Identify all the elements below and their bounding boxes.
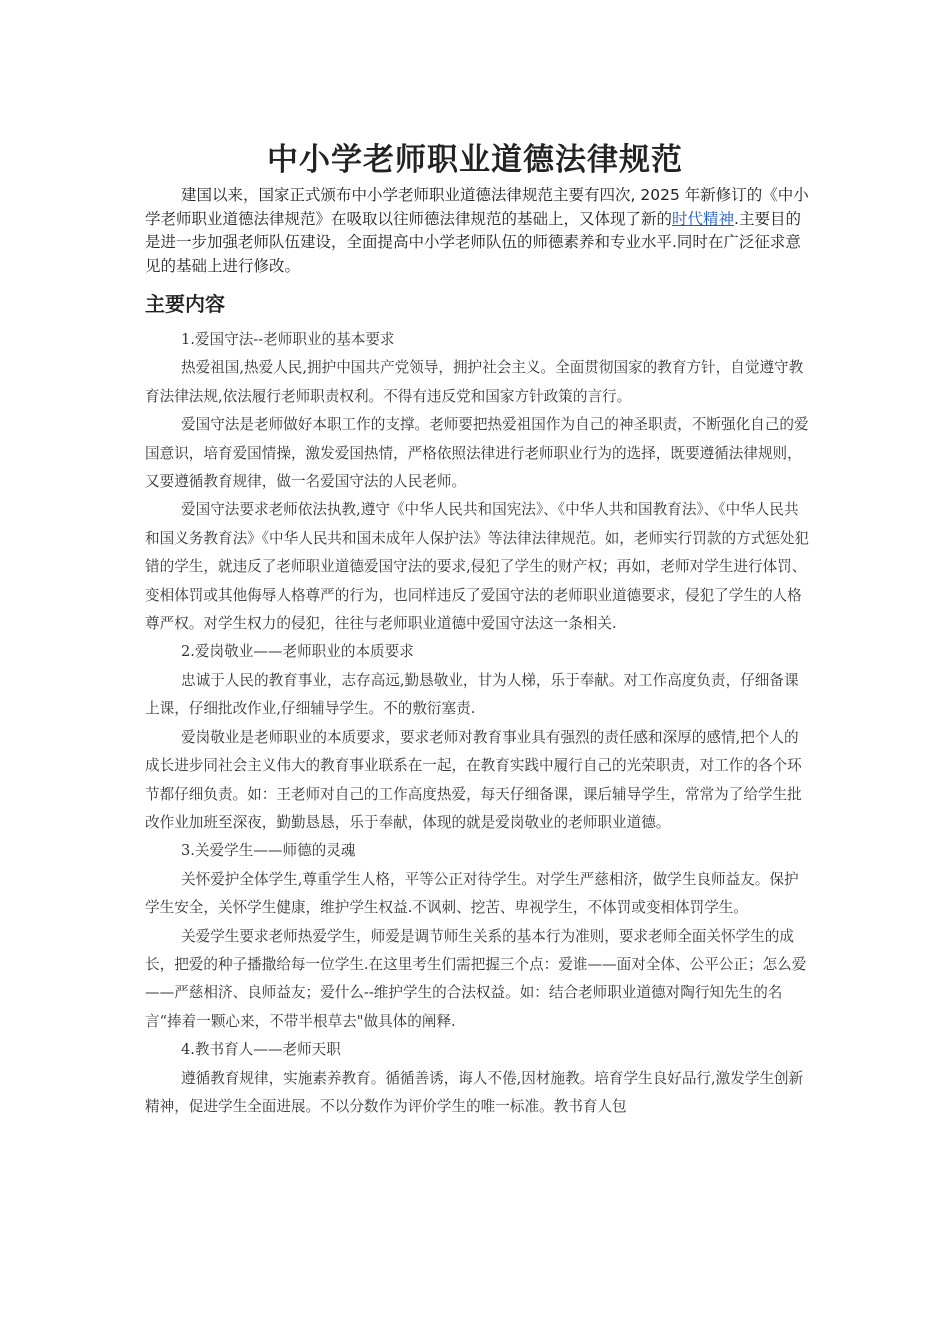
section-heading-1: 1.爱国守法--老师职业的基本要求 (181, 331, 395, 348)
document-title: 中小学老师职业道德法律规范 (267, 142, 683, 178)
section-heading-2: 2.爱岗敬业——老师职业的本质要求 (181, 643, 414, 661)
body-paragraph: 忠诚于人民的教育事业，志存高远,勤恳敬业，甘为人梯，乐于奉献。对工作高度负责，仔细备课上课，仔细批改作业,仔细辅导学生。不的敷衍塞责. (145, 671, 799, 718)
body-paragraph: 爱国守法要求老师依法执教,遵守《中华人民共和国宪法》、《中华人共和国教育法》、《中华人民共和国义务教育法》《中华人民共和国未成年人保护法》等法律法律规范。如，老师实行罚款的方式惩处犯错的学生，就违反了老师职业道德爱国守法的要求,侵犯了学生的财产权；再如，老师对学生进行体罚、变相体罚或其他侮辱人格尊严的行为，也同样违反了爱国守法的老师职业道德要求，侵犯了学生的人格尊严权。对学生权力的侵犯，往往与老师职业道德中爱国守法这一条相关. (145, 501, 810, 633)
body-paragraph: 关怀爱护全体学生,尊重学生人格，平等公正对待学生。对学生严慈相济，做学生良师益友。保护学生安全，关怀学生健康，维护学生权益.不讽刺、挖苦、卑视学生，不体罚或变相体罚学生。 (145, 870, 799, 917)
body-paragraph: 关爱学生要求老师热爱学生，师爱是调节师生关系的基本行为准则，要求老师全面关怀学生的成长，把爱的种子播撒给每一位学生.在这里考生们需把握三个点：爱谁——面对全体、公平公正；怎么爱——严慈相济、良师益友；爱什么--维护学生的合法权益。如：结合老师职业道德对陶行知先生的名言“捧着一颗心来，不带半根草去"做具体的阐释. (145, 927, 807, 1030)
intro-text-start: 建国以来，国家正式颁布中小学老师职业道德法律规范主要有四次, 2025 年新修订的《中小学老师职业道德法律规范》在吸取以往师德法律规范的基础上，又体现了新的 (145, 186, 809, 228)
intro-text-end: .主要目的是进一步加强老师队伍建设，全面提高中小学老师队伍的师德素养和专业水平.同时在广泛征求意见的基础上进行修改。 (145, 209, 801, 275)
era-spirit-link[interactable]: 时代精神 (672, 209, 735, 228)
body-paragraph: 遵循教育规律，实施素养教育。循循善诱，诲人不倦,因材施教。培育学生良好品行,激发学生创新精神，促进学生全面进展。不以分数作为评价学生的唯一标准。教书育人包 (145, 1069, 804, 1115)
section-heading-3: 3.关爱学生——师德的灵魂 (181, 842, 356, 860)
section-heading-4: 4.教书育人——老师天职 (181, 1041, 341, 1059)
document-body (145, 326, 813, 1121)
intro-paragraph (145, 184, 810, 278)
body-paragraph: 爱国守法是老师做好本职工作的支撑。老师要把热爱祖国作为自己的神圣职责，不断强化自己的爱国意识，培育爱国情操，激发爱国热情，严格依照法律进行老师职业行为的选择，既要遵循法律规则，又要遵循教育规律，做一名爱国守法的人民老师。 (145, 416, 809, 491)
body-paragraph: 爱岗敬业是老师职业的本质要求，要求老师对教育事业具有强烈的责任感和深厚的感情,把个人的成长进步同社会主义伟大的教育事业联系在一起，在教育实践中履行自己的光荣职责，对工作的各个环节都仔细负责。如：王老师对自己的工作高度热爱，每天仔细备课，课后辅导学生，常常为了给学生批改作业加班至深夜，勤勤恳恳，乐于奉献，体现的就是爱岗敬业的老师职业道德。 (145, 728, 802, 831)
body-paragraph: 热爱祖国,热爱人民,拥护中国共产党领导，拥护社会主义。全面贯彻国家的教育方针，自觉遵守教育法律法规,依法履行老师职责权利。不得有违反党和国家方针政策的言行。 (145, 359, 804, 405)
section-title: 主要内容 (145, 292, 225, 316)
